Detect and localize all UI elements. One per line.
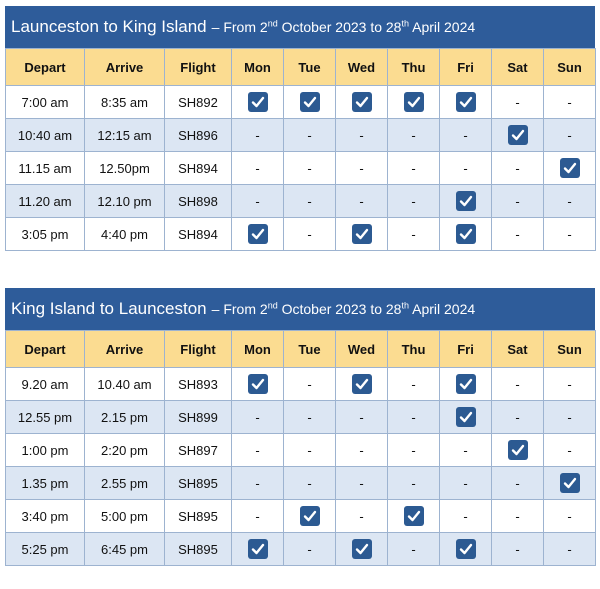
day-cell-tue: [284, 533, 336, 566]
timetable-king-island-to-launceston: [5, 288, 595, 566]
no-flight-dash: -: [359, 508, 364, 524]
day-cell-sat: [492, 500, 544, 533]
no-flight-dash: -: [567, 541, 572, 557]
day-cell-sun: [544, 434, 596, 467]
day-cell-tue: [284, 119, 336, 152]
depart-cell: 3:05 pm: [6, 218, 85, 251]
day-cell-wed: [336, 401, 388, 434]
table-row: [6, 434, 596, 467]
checkbox-checked-icon: [456, 224, 476, 244]
column-header-depart: Depart: [6, 49, 85, 86]
day-cell-mon: [232, 368, 284, 401]
column-header-mon: Mon: [232, 331, 284, 368]
no-flight-dash: -: [307, 193, 312, 209]
table-row: [6, 185, 596, 218]
day-cell-mon: [232, 467, 284, 500]
no-flight-dash: -: [359, 409, 364, 425]
day-cell-sat: [492, 401, 544, 434]
checkbox-checked-icon: [404, 506, 424, 526]
day-cell-sun: [544, 185, 596, 218]
day-cell-fri: [440, 467, 492, 500]
day-cell-sun: [544, 86, 596, 119]
day-cell-sat: [492, 467, 544, 500]
checkbox-checked-icon: [456, 407, 476, 427]
column-header-tue: Tue: [284, 331, 336, 368]
column-header-arrive: Arrive: [85, 49, 165, 86]
checkbox-checked-icon: [456, 191, 476, 211]
depart-cell: 5:25 pm: [6, 533, 85, 566]
day-cell-mon: [232, 152, 284, 185]
day-cell-mon: [232, 185, 284, 218]
table-row: [6, 533, 596, 566]
checkbox-checked-icon: [352, 539, 372, 559]
day-cell-tue: [284, 86, 336, 119]
arrive-cell: 12.50pm: [85, 152, 165, 185]
column-header-flight: Flight: [165, 49, 232, 86]
day-cell-sun: [544, 119, 596, 152]
depart-cell: 10:40 am: [6, 119, 85, 152]
day-cell-wed: [336, 467, 388, 500]
no-flight-dash: -: [307, 160, 312, 176]
day-cell-mon: [232, 500, 284, 533]
no-flight-dash: -: [411, 226, 416, 242]
column-header-sun: Sun: [544, 49, 596, 86]
no-flight-dash: -: [359, 442, 364, 458]
day-cell-thu: [388, 152, 440, 185]
no-flight-dash: -: [307, 541, 312, 557]
date-end: April 2024: [408, 19, 476, 35]
no-flight-dash: -: [515, 193, 520, 209]
title-dash: –: [211, 301, 220, 317]
no-flight-dash: -: [567, 409, 572, 425]
checkbox-checked-icon: [248, 539, 268, 559]
no-flight-dash: -: [463, 127, 468, 143]
no-flight-dash: -: [463, 160, 468, 176]
no-flight-dash: -: [255, 442, 260, 458]
day-cell-mon: [232, 401, 284, 434]
day-cell-tue: [284, 467, 336, 500]
day-cell-thu: [388, 533, 440, 566]
no-flight-dash: -: [359, 193, 364, 209]
no-flight-dash: -: [463, 508, 468, 524]
day-cell-fri: [440, 533, 492, 566]
date-end: April 2024: [408, 301, 476, 317]
no-flight-dash: -: [411, 541, 416, 557]
date-mid: October 2023 to 28: [277, 19, 402, 35]
checkbox-checked-icon: [248, 92, 268, 112]
no-flight-dash: -: [515, 475, 520, 491]
date-from: From 2: [223, 301, 268, 317]
flight-cell: SH899: [165, 401, 232, 434]
no-flight-dash: -: [307, 442, 312, 458]
no-flight-dash: -: [307, 127, 312, 143]
flight-cell: SH895: [165, 500, 232, 533]
day-cell-tue: [284, 185, 336, 218]
day-cell-sun: [544, 401, 596, 434]
day-cell-sat: [492, 152, 544, 185]
table-row: [6, 500, 596, 533]
day-cell-fri: [440, 218, 492, 251]
day-cell-mon: [232, 119, 284, 152]
date-from: From 2: [223, 19, 268, 35]
no-flight-dash: -: [411, 127, 416, 143]
checkbox-checked-icon: [560, 473, 580, 493]
no-flight-dash: -: [255, 127, 260, 143]
no-flight-dash: -: [515, 160, 520, 176]
day-cell-thu: [388, 500, 440, 533]
no-flight-dash: -: [515, 508, 520, 524]
day-cell-tue: [284, 401, 336, 434]
day-cell-wed: [336, 86, 388, 119]
checkbox-checked-icon: [300, 92, 320, 112]
day-cell-tue: [284, 500, 336, 533]
day-cell-thu: [388, 86, 440, 119]
flight-cell: SH895: [165, 467, 232, 500]
no-flight-dash: -: [411, 193, 416, 209]
timetable-body: [6, 86, 596, 251]
day-cell-tue: [284, 434, 336, 467]
day-cell-fri: [440, 152, 492, 185]
no-flight-dash: -: [255, 508, 260, 524]
day-cell-sun: [544, 533, 596, 566]
table-row: [6, 401, 596, 434]
day-cell-thu: [388, 401, 440, 434]
checkbox-checked-icon: [508, 125, 528, 145]
no-flight-dash: -: [515, 94, 520, 110]
arrive-cell: 12:15 am: [85, 119, 165, 152]
no-flight-dash: -: [411, 475, 416, 491]
flight-cell: SH892: [165, 86, 232, 119]
flight-cell: SH898: [165, 185, 232, 218]
checkbox-checked-icon: [352, 224, 372, 244]
date-mid: October 2023 to 28: [277, 301, 402, 317]
table-row: [6, 368, 596, 401]
arrive-cell: 2:20 pm: [85, 434, 165, 467]
header-row: [6, 331, 596, 368]
column-header-fri: Fri: [440, 331, 492, 368]
depart-cell: 7:00 am: [6, 86, 85, 119]
no-flight-dash: -: [307, 226, 312, 242]
table-row: [6, 86, 596, 119]
date-to-suffix: th: [401, 18, 409, 29]
route-title: King Island to Launceston: [11, 299, 207, 318]
day-cell-wed: [336, 434, 388, 467]
column-header-fri: Fri: [440, 49, 492, 86]
day-cell-sun: [544, 500, 596, 533]
day-cell-wed: [336, 218, 388, 251]
checkbox-checked-icon: [352, 374, 372, 394]
column-header-arrive: Arrive: [85, 331, 165, 368]
checkbox-checked-icon: [248, 374, 268, 394]
day-cell-thu: [388, 434, 440, 467]
flight-cell: SH895: [165, 533, 232, 566]
day-cell-thu: [388, 185, 440, 218]
day-cell-sun: [544, 368, 596, 401]
no-flight-dash: -: [567, 442, 572, 458]
day-cell-sat: [492, 185, 544, 218]
day-cell-thu: [388, 119, 440, 152]
depart-cell: 12.55 pm: [6, 401, 85, 434]
day-cell-fri: [440, 401, 492, 434]
date-range: [212, 301, 476, 317]
timetable-title-bar: [5, 288, 595, 330]
day-cell-tue: [284, 152, 336, 185]
no-flight-dash: -: [359, 127, 364, 143]
timetable-grid: [5, 330, 596, 566]
timetable-grid: [5, 48, 596, 251]
day-cell-mon: [232, 218, 284, 251]
no-flight-dash: -: [567, 193, 572, 209]
no-flight-dash: -: [359, 475, 364, 491]
checkbox-checked-icon: [404, 92, 424, 112]
no-flight-dash: -: [307, 475, 312, 491]
day-cell-sat: [492, 218, 544, 251]
no-flight-dash: -: [307, 376, 312, 392]
column-header-sun: Sun: [544, 331, 596, 368]
timetable-launceston-to-king-island: [5, 6, 595, 251]
no-flight-dash: -: [567, 226, 572, 242]
checkbox-checked-icon: [248, 224, 268, 244]
no-flight-dash: -: [463, 475, 468, 491]
column-header-wed: Wed: [336, 331, 388, 368]
route-title: Launceston to King Island: [11, 17, 207, 36]
day-cell-thu: [388, 467, 440, 500]
no-flight-dash: -: [567, 508, 572, 524]
no-flight-dash: -: [411, 376, 416, 392]
arrive-cell: 5:00 pm: [85, 500, 165, 533]
checkbox-checked-icon: [456, 92, 476, 112]
checkbox-checked-icon: [352, 92, 372, 112]
day-cell-wed: [336, 185, 388, 218]
depart-cell: 3:40 pm: [6, 500, 85, 533]
timetable-title-bar: [5, 6, 595, 48]
no-flight-dash: -: [255, 160, 260, 176]
table-row: [6, 467, 596, 500]
column-header-flight: Flight: [165, 331, 232, 368]
arrive-cell: 12.10 pm: [85, 185, 165, 218]
day-cell-wed: [336, 500, 388, 533]
column-header-wed: Wed: [336, 49, 388, 86]
checkbox-checked-icon: [456, 539, 476, 559]
day-cell-mon: [232, 533, 284, 566]
title-dash: –: [211, 19, 220, 35]
date-range: [212, 19, 476, 35]
day-cell-wed: [336, 533, 388, 566]
column-header-thu: Thu: [388, 49, 440, 86]
depart-cell: 1.35 pm: [6, 467, 85, 500]
day-cell-sat: [492, 119, 544, 152]
day-cell-fri: [440, 119, 492, 152]
no-flight-dash: -: [255, 193, 260, 209]
day-cell-tue: [284, 368, 336, 401]
no-flight-dash: -: [411, 409, 416, 425]
date-from-suffix: nd: [267, 18, 278, 29]
flight-cell: SH893: [165, 368, 232, 401]
checkbox-checked-icon: [560, 158, 580, 178]
arrive-cell: 2.15 pm: [85, 401, 165, 434]
checkbox-checked-icon: [300, 506, 320, 526]
flight-cell: SH894: [165, 218, 232, 251]
column-header-sat: Sat: [492, 331, 544, 368]
flight-cell: SH897: [165, 434, 232, 467]
column-header-sat: Sat: [492, 49, 544, 86]
depart-cell: 9.20 am: [6, 368, 85, 401]
day-cell-fri: [440, 500, 492, 533]
day-cell-sat: [492, 86, 544, 119]
flight-cell: SH896: [165, 119, 232, 152]
day-cell-wed: [336, 152, 388, 185]
arrive-cell: 4:40 pm: [85, 218, 165, 251]
depart-cell: 11.15 am: [6, 152, 85, 185]
no-flight-dash: -: [567, 376, 572, 392]
depart-cell: 11.20 am: [6, 185, 85, 218]
timetable-body: [6, 368, 596, 566]
day-cell-sat: [492, 533, 544, 566]
column-header-mon: Mon: [232, 49, 284, 86]
day-cell-wed: [336, 368, 388, 401]
no-flight-dash: -: [411, 160, 416, 176]
no-flight-dash: -: [515, 376, 520, 392]
depart-cell: 1:00 pm: [6, 434, 85, 467]
day-cell-thu: [388, 368, 440, 401]
column-header-thu: Thu: [388, 331, 440, 368]
day-cell-fri: [440, 185, 492, 218]
date-to-suffix: th: [401, 300, 409, 311]
day-cell-fri: [440, 434, 492, 467]
no-flight-dash: -: [463, 442, 468, 458]
header-row: [6, 49, 596, 86]
flight-cell: SH894: [165, 152, 232, 185]
day-cell-sat: [492, 434, 544, 467]
date-from-suffix: nd: [267, 300, 278, 311]
no-flight-dash: -: [515, 226, 520, 242]
checkbox-checked-icon: [456, 374, 476, 394]
no-flight-dash: -: [255, 475, 260, 491]
arrive-cell: 8:35 am: [85, 86, 165, 119]
column-header-depart: Depart: [6, 331, 85, 368]
day-cell-fri: [440, 368, 492, 401]
arrive-cell: 10.40 am: [85, 368, 165, 401]
day-cell-wed: [336, 119, 388, 152]
day-cell-mon: [232, 86, 284, 119]
no-flight-dash: -: [515, 541, 520, 557]
day-cell-sat: [492, 368, 544, 401]
day-cell-tue: [284, 218, 336, 251]
no-flight-dash: -: [567, 94, 572, 110]
checkbox-checked-icon: [508, 440, 528, 460]
arrive-cell: 2.55 pm: [85, 467, 165, 500]
column-header-tue: Tue: [284, 49, 336, 86]
no-flight-dash: -: [411, 442, 416, 458]
table-row: [6, 218, 596, 251]
no-flight-dash: -: [359, 160, 364, 176]
day-cell-fri: [440, 86, 492, 119]
table-row: [6, 119, 596, 152]
no-flight-dash: -: [307, 409, 312, 425]
no-flight-dash: -: [515, 409, 520, 425]
day-cell-sun: [544, 467, 596, 500]
no-flight-dash: -: [567, 127, 572, 143]
table-row: [6, 152, 596, 185]
day-cell-mon: [232, 434, 284, 467]
no-flight-dash: -: [255, 409, 260, 425]
day-cell-thu: [388, 218, 440, 251]
day-cell-sun: [544, 218, 596, 251]
day-cell-sun: [544, 152, 596, 185]
arrive-cell: 6:45 pm: [85, 533, 165, 566]
